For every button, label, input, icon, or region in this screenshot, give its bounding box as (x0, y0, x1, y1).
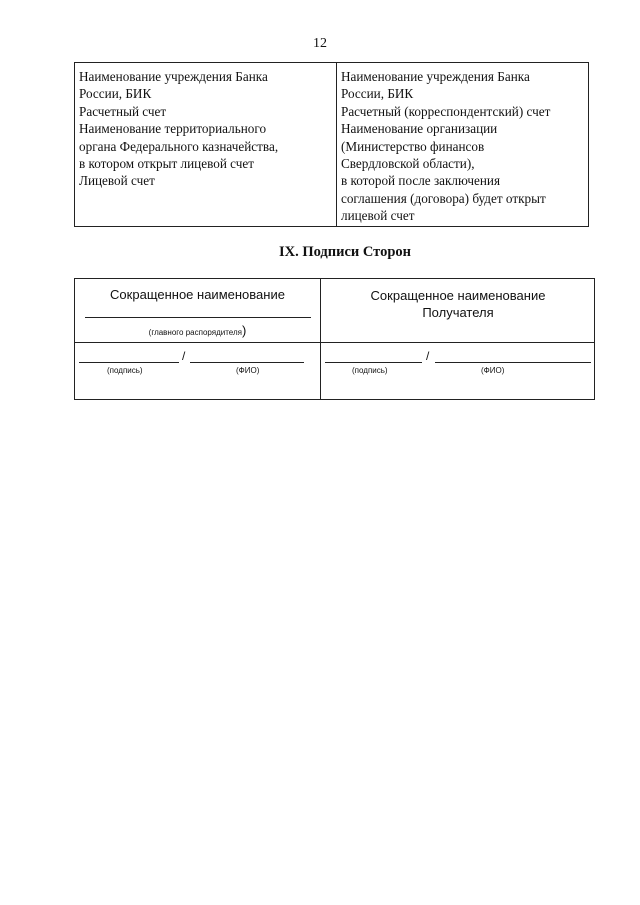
page-number: 12 (313, 36, 327, 51)
bank-left-line: Наименование учреждения Банка (79, 69, 268, 84)
bank-details-left (75, 63, 337, 226)
bank-right-line: Наименование организации (340, 121, 498, 137)
left-slash: / (182, 349, 186, 363)
right-signature-line (325, 362, 422, 363)
left-signature-line (79, 362, 179, 363)
bank-right-line: лицевой счет (340, 208, 415, 224)
right-party-name-line2: Получателя (422, 305, 494, 320)
right-party-name-line1: Сокращенное наименование (370, 288, 546, 303)
left-party-subtitle (75, 323, 320, 338)
right-party-name (321, 287, 595, 321)
bank-right-line: России, БИК (340, 86, 414, 102)
left-party-subtitle-text: (главного распорядителя (148, 328, 242, 337)
left-signature-label: (подпись) (107, 366, 143, 375)
bank-right-line: (Министерство финансов (340, 138, 485, 154)
left-fio-line (190, 362, 304, 363)
left-name-underline (85, 317, 311, 318)
bank-left-line: Наименование территориального (79, 121, 267, 137)
row-divider (75, 342, 594, 343)
bank-details-right (337, 63, 588, 226)
bank-right-line: Наименование учреждения Банка (340, 69, 530, 84)
bank-left-line: органа Федерального казначейства, (79, 138, 279, 154)
bank-left-line: России, БИК (79, 86, 152, 102)
signatures-table (74, 278, 595, 400)
right-signature-label: (подпись) (352, 366, 388, 375)
bank-left-line: Расчетный счет (79, 103, 167, 119)
bank-right-line: Расчетный (корреспондентский) счет (340, 103, 551, 119)
bank-right-line: в которой после заключения (340, 173, 501, 189)
bank-details-table (74, 62, 589, 227)
bank-left-line: в котором открыт лицевой счет (79, 156, 255, 172)
right-slash: / (426, 349, 430, 363)
left-party-name: Сокращенное наименование (110, 287, 285, 302)
bank-right-line: Свердловской области), (340, 156, 475, 172)
right-fio-line (435, 362, 591, 363)
left-party-subtitle-paren: ) (241, 323, 247, 338)
bank-right-line: соглашения (договора) будет открыт (340, 190, 546, 206)
bank-left-line: Лицевой счет (79, 173, 155, 189)
section-title: IX. Подписи Сторон (278, 244, 412, 260)
left-fio-label: (ФИО) (236, 366, 260, 375)
right-fio-label: (ФИО) (481, 366, 505, 375)
